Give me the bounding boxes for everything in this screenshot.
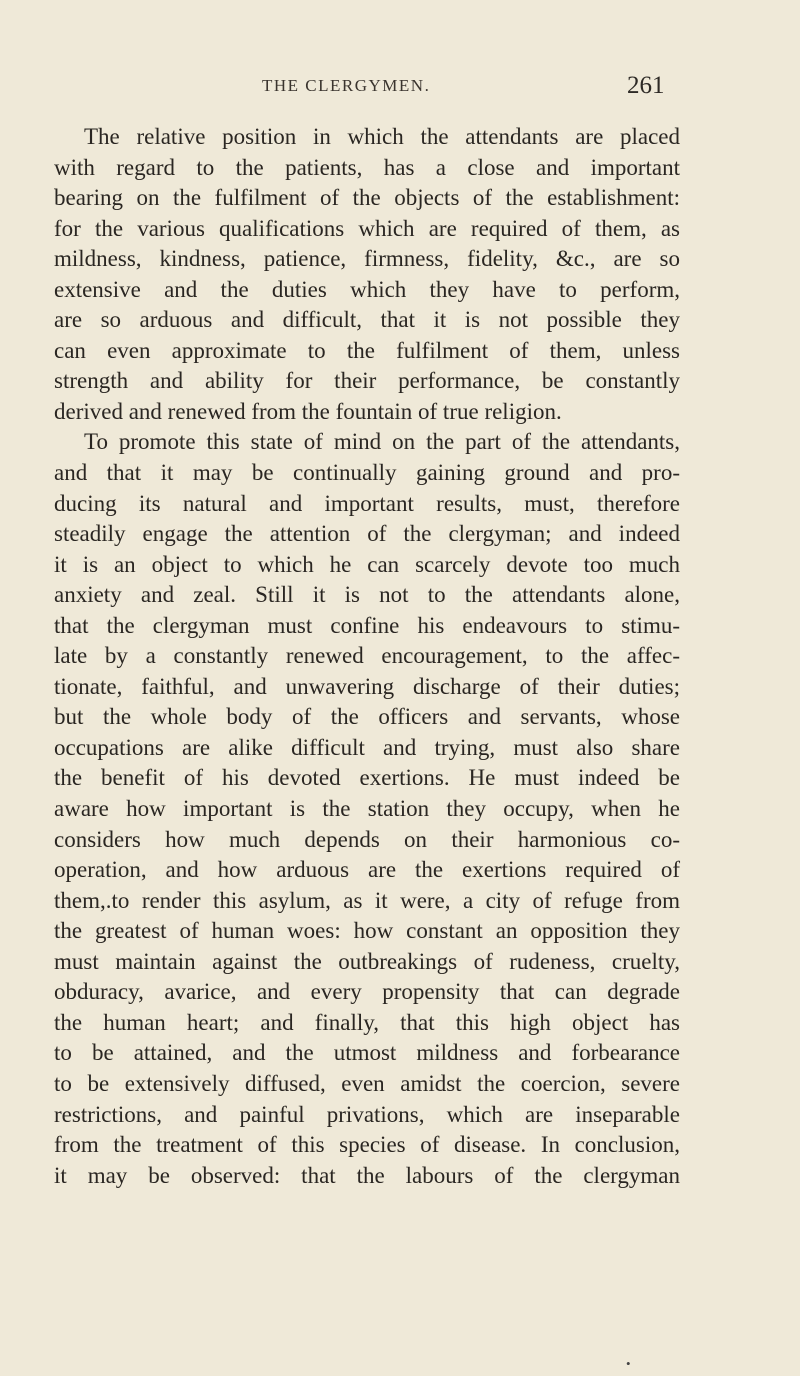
text-line: occupations are alike difficult and trying, must also share [54, 734, 680, 760]
text-line: them,.to render this asylum, as it were, a city of refuge from [54, 887, 680, 913]
text-line: that the clergyman must confine his endeavours to stimu- [54, 612, 680, 638]
text-line: but the whole body of the officers and servants, whose [54, 704, 680, 730]
printer-mark: • [626, 1356, 631, 1371]
text-line: to be extensively diffused, even amidst the coercion, severe [54, 1070, 680, 1096]
text-line: aware how important is the station they occupy, when he [54, 796, 680, 822]
text-line: derived and renewed from the fountain of true religion. [54, 398, 562, 424]
text-line: can even approximate to the fulfilment of them, unless [54, 337, 680, 363]
text-line: The relative position in which the attendants are placed [84, 124, 680, 149]
text-line: and that it may be continually gaining ground and pro- [54, 460, 680, 486]
text-line: tionate, faithful, and unwavering discharge of their duties; [54, 673, 680, 699]
text-line: the greatest of human woes: how constant an opposition they [54, 918, 680, 944]
text-line: for the various qualifications which are required of them, as [54, 215, 680, 241]
text-line: from the treatment of this species of disease. In conclusion, [54, 1132, 680, 1158]
text-line: anxiety and zeal. Still it is not to the attendants alone, [54, 582, 680, 608]
text-line: extensive and the duties which they have to perform, [54, 276, 680, 302]
text-line: steadily engage the attention of the clergyman; and indeed [54, 521, 680, 547]
text-line: restrictions, and painful privations, which are inseparable [54, 1101, 680, 1127]
text-line: the benefit of his devoted exertions. He must indeed be [54, 765, 680, 791]
body-text [54, 122, 680, 1191]
text-line: to be attained, and the utmost mildness and forbearance [54, 1040, 680, 1066]
text-line: it is an object to which he can scarcely devote too much [54, 551, 680, 577]
text-line: the human heart; and finally, that this high object has [54, 1009, 680, 1035]
text-line: are so arduous and difficult, that it is not possible they [54, 307, 680, 333]
text-line: operation, and how arduous are the exertions required of [54, 857, 680, 883]
text-line: bearing on the fulfilment of the objects of the establishment: [54, 185, 680, 211]
running-head [0, 72, 800, 102]
page-number: 261 [627, 72, 665, 99]
running-title: THE CLERGYMEN. [262, 76, 431, 95]
text-line: mildness, kindness, patience, firmness, fidelity, &c., are so [54, 246, 680, 272]
text-line: ducing its natural and important results, must, therefore [54, 490, 680, 516]
text-line: late by a constantly renewed encouragement, to the affec- [54, 643, 680, 669]
text-line: considers how much depends on their harmonious co- [54, 826, 680, 852]
text-line: must maintain against the outbreakings of rudeness, cruelty, [54, 948, 680, 974]
text-line: To promote this state of mind on the part of the attendants, [84, 429, 680, 455]
text-line: it may be observed: that the labours of the clergyman [54, 1162, 680, 1188]
text-line: obduracy, avarice, and every propensity that can degrade [54, 979, 680, 1005]
text-line: strength and ability for their performance, be constantly [54, 368, 680, 394]
text-line: with regard to the patients, has a close and important [54, 154, 680, 180]
